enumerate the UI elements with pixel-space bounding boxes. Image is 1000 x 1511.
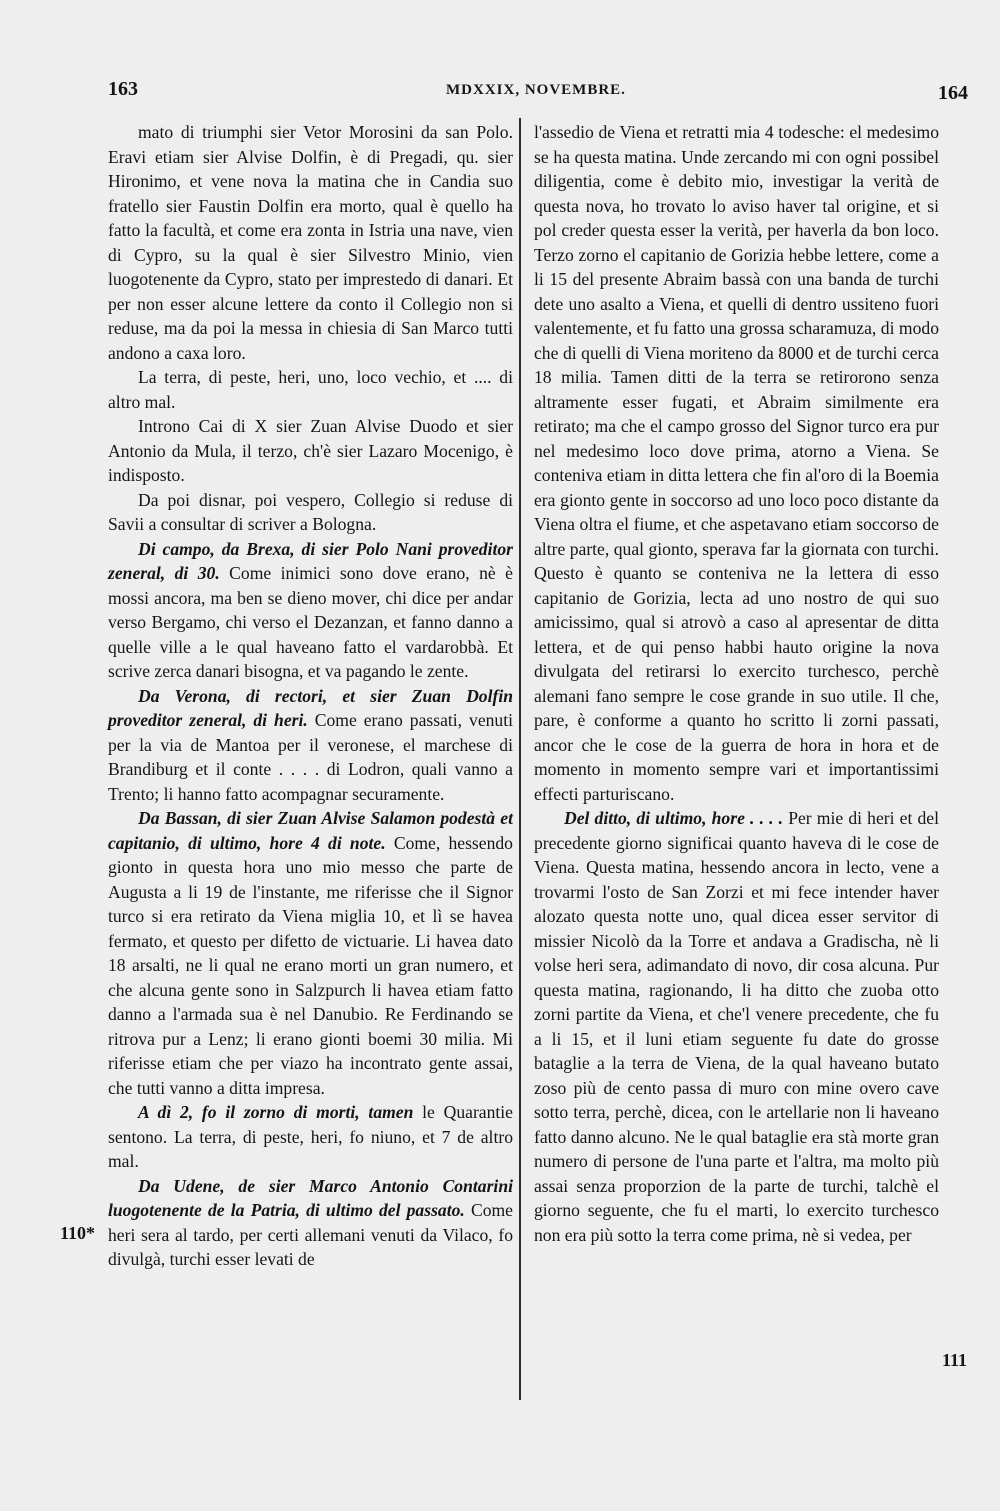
paragraph <box>108 120 513 365</box>
paragraph <box>534 120 939 806</box>
paragraph <box>534 806 939 1247</box>
paragraph-text: le Quarantie sentono. La terra, di peste, heri, fo niuno, et 7 de altro mal. <box>108 1102 513 1171</box>
paragraph-text: Come, hessendo gionto in questa hora uno mio messo che parte de Augusta a li 19 de l'instante, me riferisse che il Signor turco si era retirato da Viena miglia 10, et lì se havea fermato, et questo per difetto de victuarie. Li havea dato 18 arsalti, ne li qual ne erano morti un gran numero, et che alcuna gente sono in Salzpurch li havea etiam fatto danno a l'armada sua è nel Danubio. Re Ferdinando se ritrova pur a Lenz; li erano gionti boemi 30 milia. Mi riferisse etiam che per viazo ha incontrato gente assai, che tutti vanno a ditta impresa. <box>108 832 513 1098</box>
running-title: MDXXIX, NOVEMBRE. <box>446 82 626 98</box>
page-number-right: 164 <box>938 82 968 104</box>
column-divider <box>519 118 521 1400</box>
paragraph-text: La terra, di peste, heri, uno, loco vechio, et .... di altro mal. <box>108 367 513 412</box>
paragraph-lead: Di campo, da Brexa, di sier Polo Nani proveditor zeneral, di 30. <box>108 538 513 583</box>
paragraph-text: l'assedio de Viena et retratti mia 4 todesche: el medesimo se ha questa matina. Unde zercando mi con ogni possibel diligentia, come è debito mio, investigar la verità de questa nova, ho trovato lo aviso haver tal origine, et si pol creder questa esser la verità, per haverla da bon loco. Terzo zorno el capitanio de Gorizia hebbe lettere, come a li 15 del presente Abraim bassà con una banda de turchi dete uno asalto a Viena, et quelli di dentro ussiteno fuori valentemente, et fu fatto una grossa scharamuza, di modo che di quelli di Viena moriteno da 8000 et de turchi cerca 18 milia. Tamen ditti de la terra se retirorono senza altramente esser fugati, et Abraim similmente era retirato; ma che el campo grosso del Signor turco era pur nel medesimo loco dove prima, atorno a Viena. Se conteniva etiam in ditta lettera che fin al'oro di la Boemia era gionto gente in soccorso ad uno loco poco distante da Viena oltra el fiume, et che aspetavano etiam soccorso de altre parte, qual gionto, sperava far la giornata con turchi. Questo è quanto se conteniva ne la lettera di esso capitanio de Gorizia, lecta ad uno nostro de qui suo amicissimo, qual si atrovò a caso al apresentar de ditta lettera, et de qui penso habbi hauto origine la nova divulgata del retirarsi lo exercito turchesco, perchè alemani fano sempre le cose grande in suo utile. Il che, pare, è conforme a quanto ho scritto li zorni passati, ancor che le cose de la guerra de hora in hora et de momento in momento sempre vari et importantissimi effecti parturiscano. <box>534 122 939 804</box>
paragraph-text: Per mie di heri et del precedente giorno significai quanto haveva di le cose de Viena. Questa matina, hessendo ancora in lecto, vene a trovarmi l'osto de San Zorzi et mi fece intender haver alozato questa notte uno, qual dicea esser servitor di missier Nicolò da la Torre et andava a Gradischa, nè li volse heri sera, adimandato di novo, dir cosa alcuna. Pur questa matina, ragionando, li ha ditto che zuoba otto zorni partite da Viena, et che'l venere precedente, che fu a li 15, et il luni etiam seguente fu date do grosse bataglie a la terra de Viena, de la qual haveano butato zoso più de cento passa di muro con mine overo cave sotto terra, perchè, dicea, con le artellarie non li haveano fatto danno alcuno. Ne le qual bataglie era stà morte gran numero di persone de l'una parte et l'altra, ma molto più assai senza proporzion de la parte de turchi, talchè el giorno seguente, che fu el marti, lo exercito turchesco non era più sotto la terra come prima, nè si vedea, per <box>534 808 939 1245</box>
paragraph-text: Come erano passati, venuti per la via de Mantoa per il veronese, el marchese di Brandiburg et il conte . . . . di Lodron, quali vanno a Trento; li hanno fatto acompagnar securamente. <box>108 710 514 804</box>
paragraph-text: Come heri sera al tardo, per certi allemani venuti da Vilaco, fo divulgà, turchi esser levati de <box>108 1200 513 1269</box>
paragraph <box>108 365 513 414</box>
paragraph-text: Come inimici sono dove erano, nè è mossi ancora, ma ben se dieno mover, chi dice per andar verso Bergamo, chi verso el Dezanzan, et fanno danno a quelle ville a le qual haveano fatto el vardarobbà. Et scrive zerca danari bisogna, et va pagando le zente. <box>108 563 513 681</box>
paragraph-text: Da poi disnar, poi vespero, Collegio si reduse di Savii a consultar di scriver a Bologna. <box>108 489 513 534</box>
paragraph-text: mato di triumphi sier Vetor Morosini da san Polo. Eravi etiam sier Alvise Dolfin, è di Pregadi, qu. sier Hironimo, et vene nova la matina che in Candia suo fratello sier Faustin Dolfin era morto, qual è quello ha fatto la facultà, et come era zonta in Istria una nave, vien di Cypro, su la qual è sier Silvestro Minio, vien luogotenente da Cypro, stato per imprestedo di danari. Et per non esser alcune lettere da conto il Collegio non si reduse, ma da poi la messa in chiesia di San Marco tutti andono a caxa loro. <box>108 122 513 363</box>
right-column <box>534 120 939 1247</box>
paragraph-lead: Da Verona, di rectori, et sier Zuan Dolfin proveditor zeneral, di heri. <box>108 685 513 730</box>
paragraph <box>108 488 513 537</box>
paragraph <box>108 684 513 807</box>
paragraph-lead: A dì 2, fo il zorno di morti, tamen <box>138 1102 414 1122</box>
paragraph-lead: Del ditto, di ultimo, hore . . . . <box>564 808 784 828</box>
paragraph <box>108 1174 513 1272</box>
paragraph-lead: Da Bassan, di sier Zuan Alvise Salamon podestà et capitanio, di ultimo, hore 4 di note. <box>108 808 513 853</box>
left-column <box>108 120 513 1272</box>
paragraph <box>108 414 513 488</box>
margin-note-right: 111 <box>942 1350 968 1370</box>
margin-note-left: 110* <box>60 1223 96 1243</box>
paragraph-text: Introno Cai di X sier Zuan Alvise Duodo et sier Antonio da Mula, il terzo, ch'è sier Lazaro Mocenigo, è indisposto. <box>108 416 513 485</box>
paragraph <box>108 1100 513 1174</box>
paragraph <box>108 537 513 684</box>
paragraph <box>108 806 513 1100</box>
page-number-left: 163 <box>108 78 138 100</box>
paragraph-lead: Da Udene, de sier Marco Antonio Contarini luogotenente de la Patria, di ultimo del passato. <box>108 1175 513 1220</box>
running-header <box>108 78 968 108</box>
